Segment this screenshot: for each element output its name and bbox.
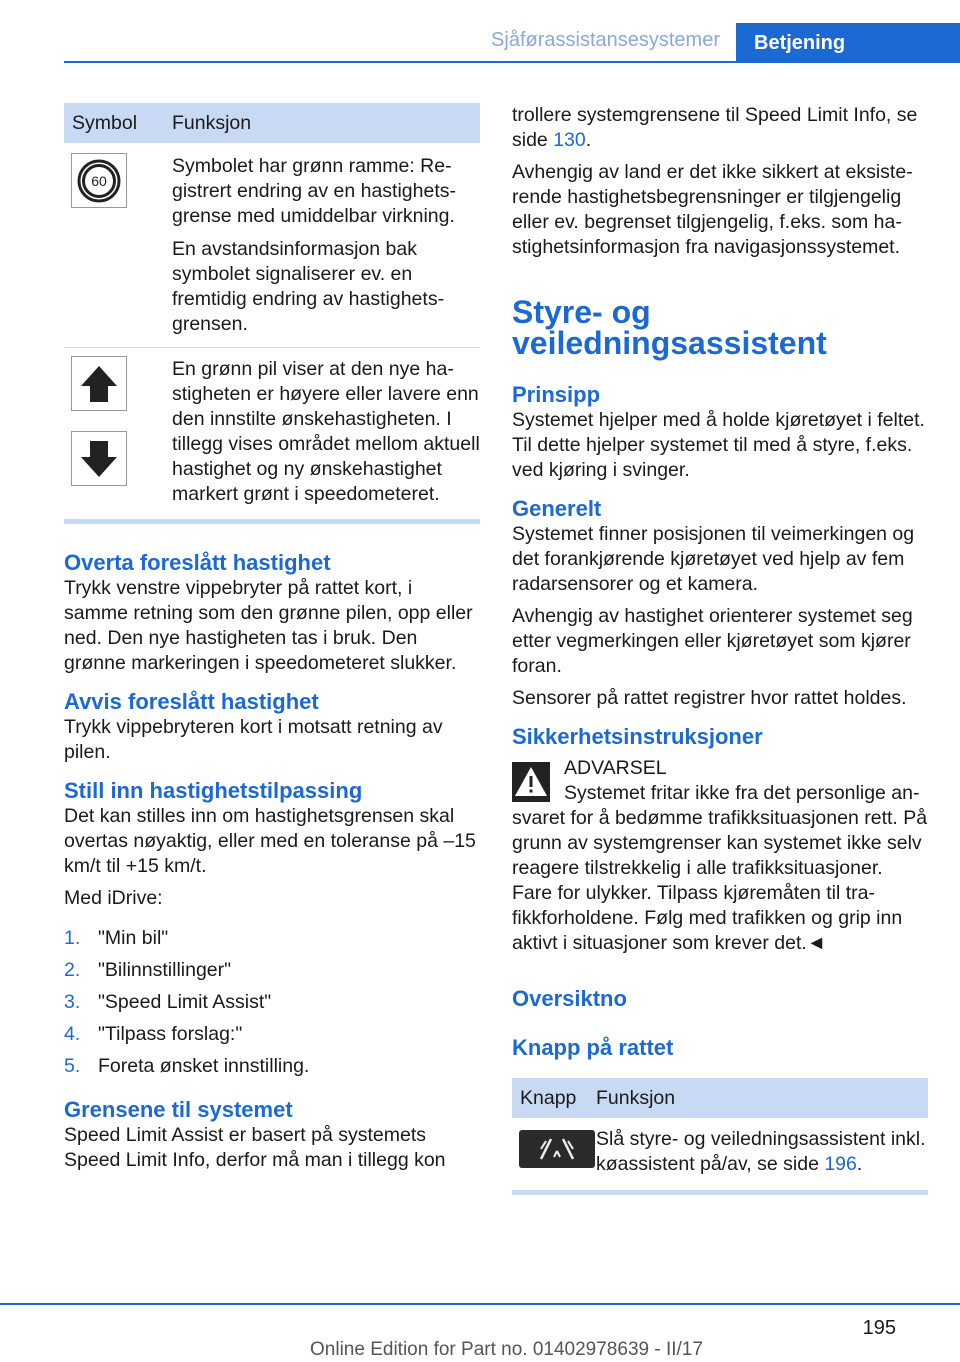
text-general-1: Systemet finner posisjonen til veimerkingen og det forankjørende kjøretøyet ved hjelp av fem radarsensorer og et kamera. — [512, 523, 915, 595]
symbol-table — [64, 103, 480, 519]
page-link-196[interactable]: 196 — [824, 1153, 857, 1175]
left-column — [64, 103, 480, 1173]
arrow-down-icon — [71, 431, 127, 486]
heading-accept-speed: Overta foreslått hastighet — [64, 550, 331, 575]
text-speed-adjust: Det kan stilles inn om hastighetsgrensen skal overtas nøyaktig, eller med en toleranse på –15 km/t til +15 km/t. — [64, 805, 476, 877]
heading-steering-assistant: Styre- og veiledningsassistent — [512, 294, 827, 361]
heading-reject-speed: Avvis foreslått hastighet — [64, 689, 319, 714]
row1-text-2: En avstandsinformasjon bak symbolet signaliserer ev. en fremtidig endring av hastighetsgrensen. — [172, 238, 445, 335]
warning-triangle-icon — [512, 762, 550, 802]
idrive-steps — [64, 926, 480, 1086]
lane-assist-button-icon — [519, 1130, 595, 1168]
row2-text: En grønn pil viser at den nye hastigheten er høyere eller lavere enn den innstilte ønskehastigheten. I tillegg vises området mellom aktuell hastighet og ny ønskehastighet markert grønt i speedometeret. — [172, 358, 480, 505]
heading-speed-adjust: Still inn hastighetstilpassing — [64, 778, 363, 803]
table-row — [512, 1118, 928, 1190]
table-header-function: Funksjon — [172, 103, 480, 143]
text-general-3: Sensorer på rattet registrer hvor rattet holdes. — [512, 687, 907, 709]
svg-text:60: 60 — [91, 172, 107, 189]
text-reject-speed: Trykk vippebryteren kort i motsatt retning av pilen. — [64, 716, 443, 763]
table-bottom-rule — [512, 1190, 928, 1195]
warning-block — [512, 756, 928, 956]
row1-text-1: Symbolet har grønn ramme: Registrert endring av en hastighetsgrense med umiddelbar virkning. — [172, 155, 456, 227]
speed-limit-sign-icon — [71, 153, 127, 208]
text-accept-speed: Trykk venstre vippebryter på rattet kort, i samme retning som den grønne pilen, opp eller ned. Den nye hastigheten tas i bruk. Den grønne markeringen i speedometeret slukker. — [64, 577, 473, 674]
list-item: 5. Foreta ønsket innstilling. — [64, 1055, 310, 1077]
warning-text: Systemet fritar ikke fra det personlige ansvaret for å bedømme trafikksituasjonen rett. På grunn av systemgrenser kan systemet ikke selv reagere tilstrekkelig i alle trafikksituasjoner. Fare for ulykker. Tilpass kjøremåten til trafikkforholdene. Følg med trafikken og grip inn aktivt i situasjoner som krever det.◄ — [512, 782, 928, 954]
heading-overview: Oversiktno — [512, 986, 627, 1011]
button-table — [512, 1078, 928, 1190]
footer-rule — [0, 1303, 960, 1305]
list-item: 4. "Tilpass forslag:" — [64, 1023, 243, 1045]
table-bottom-rule — [64, 519, 480, 524]
list-item: 3. "Speed Limit Assist" — [64, 991, 272, 1013]
text-system-limits: Speed Limit Assist er basert på systemets Speed Limit Info, derfor må man i tillegg kon — [64, 1124, 446, 1171]
text-idrive: Med iDrive: — [64, 887, 163, 909]
table-header-button: Knapp — [512, 1078, 596, 1118]
table-header-symbol: Symbol — [64, 103, 172, 143]
text-country: Avhengig av land er det ikke sikkert at eksisterende hastighetsbegrensninger er tilgjengelig eller ev. begrenset tilgjengelig, f.eks. som hastighetsinformasjon fra navigasjonssystemet. — [512, 161, 913, 258]
header-rule — [64, 61, 960, 63]
heading-steering-button: Knapp på rattet — [512, 1035, 674, 1060]
text-general-2: Avhengig av hastighet orienterer systemet seg etter vegmerkingen eller kjøretøyet som kjører foran. — [512, 605, 913, 677]
header-chapter-tab: Betjening — [736, 23, 960, 63]
list-item: 2. "Bilinnstillinger" — [64, 959, 232, 981]
arrow-up-icon — [71, 356, 127, 411]
heading-principle: Prinsipp — [512, 382, 601, 407]
heading-safety: Sikkerhetsinstruksjoner — [512, 724, 763, 749]
button-function-text: Slå styre- og veiledningsassistent inkl. køassistent på/av, se side 196. — [596, 1128, 926, 1175]
table-row — [64, 348, 480, 520]
heading-general: Generelt — [512, 496, 602, 521]
page-number: 195 — [862, 1317, 896, 1339]
header-section-title: Sjåførassistansesystemer — [491, 29, 720, 51]
list-item: 1. "Min bil" — [64, 927, 169, 949]
page-link-130[interactable]: 130 — [553, 129, 586, 151]
table-row — [64, 143, 480, 348]
table-header-function: Funksjon — [596, 1078, 928, 1118]
text-principle: Systemet hjelper med å holde kjøretøyet i feltet. Til dette hjelper systemet til med å styre, f.eks. ved kjøring i svinger. — [512, 409, 925, 481]
text-continued: trollere systemgrensene til Speed Limit Info, se side 130. — [512, 104, 918, 151]
warning-title: ADVARSEL — [564, 757, 667, 779]
right-column — [512, 103, 928, 1195]
heading-system-limits: Grensene til systemet — [64, 1097, 293, 1122]
footer-edition: Online Edition for Part no. 01402978639 - II/17 — [310, 1339, 703, 1360]
